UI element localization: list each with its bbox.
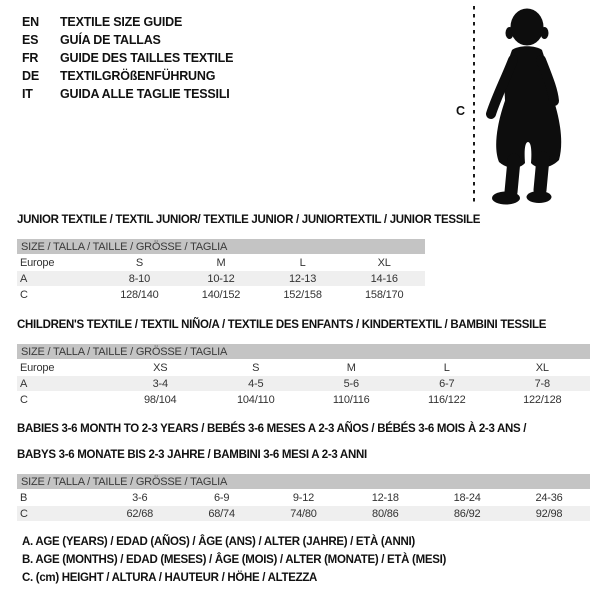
language-title: GUIDA ALLE TAGLIE TESSILI (60, 87, 230, 101)
table-row (17, 490, 590, 505)
table-row (17, 506, 590, 521)
cell-value: 74/80 (263, 506, 345, 521)
table-row (17, 376, 590, 391)
size-bar-label: SIZE / TALLA / TAILLE / GRÖSSE / TAGLIA (17, 344, 590, 359)
cell-value: 12-18 (371, 491, 399, 504)
size-bar-label: SIZE / TALLA / TAILLE / GRÖSSE / TAGLIA (17, 474, 590, 489)
cell-value: 6-7 (399, 376, 495, 391)
language-row (22, 49, 233, 67)
cell-value: L (299, 256, 306, 269)
row-label: A (17, 271, 99, 286)
cell-value: 62/68 (99, 506, 181, 521)
language-row (22, 67, 233, 85)
measure-label-c: C (456, 104, 466, 118)
size-bar-label: SIZE / TALLA / TAILLE / GRÖSSE / TAGLIA (17, 239, 425, 254)
cell-value: L (443, 361, 450, 374)
cell-value: 9-12 (292, 491, 315, 504)
section-title: BABIES 3-6 MONTH TO 2-3 YEARS / BEBÉS 3-6 MESES A 2-3 AÑOS / BÉBÉS 3-6 MOIS À 2-3 ANS / (17, 423, 527, 435)
language-list (22, 13, 233, 103)
cell-value: 8-10 (99, 271, 181, 286)
figure-block (440, 0, 600, 215)
footnote-line: B. AGE (MONTHS) / EDAD (MESES) / ÂGE (MOIS) / ALTER (MONATE) / ETÀ (MESI) (22, 554, 447, 566)
section-title: BABYS 3-6 MONATE BIS 2-3 JAHRE / BAMBINI 3-6 MESI A 2-3 ANNI (17, 449, 367, 461)
section-title: CHILDREN'S TEXTILE / TEXTIL NIÑO/A / TEXTILE DES ENFANTS / KINDERTEXTIL / BAMBINI TESSILE (17, 319, 547, 331)
cell-value: 4-5 (208, 376, 304, 391)
cell-value: 14-16 (343, 271, 425, 286)
footnote-line: A. AGE (YEARS) / EDAD (AÑOS) / ÂGE (ANS) / ALTER (JAHRE) / ETÀ (ANNI) (22, 536, 415, 548)
table-row (17, 392, 590, 407)
cell-value: M (346, 361, 356, 374)
language-row (22, 13, 233, 31)
footnotes (22, 533, 446, 587)
row-label: B (20, 491, 28, 504)
cell-value: 12-13 (262, 271, 344, 286)
footnote-line: C. (cm) HEIGHT / ALTURA / HAUTEUR / HÖHE / ALTEZZA (22, 572, 318, 584)
language-code: ES (22, 33, 39, 47)
language-title: TEXTILGRÖßENFÜHRUNG (60, 69, 216, 83)
language-title: GUIDE DES TAILLES TEXTILE (60, 51, 234, 65)
cell-value: 128/140 (120, 288, 159, 301)
cell-value: M (216, 256, 226, 269)
table-row (17, 271, 425, 286)
language-row (22, 85, 233, 103)
section-title: JUNIOR TEXTILE / TEXTIL JUNIOR/ TEXTILE JUNIOR / JUNIORTEXTIL / JUNIOR TESSILE (17, 214, 481, 226)
size-table-babies (17, 473, 590, 522)
cell-value: 98/104 (144, 393, 177, 406)
language-row (22, 31, 233, 49)
cell-value: 92/98 (508, 506, 590, 521)
cell-value: 122/128 (523, 393, 562, 406)
language-title: TEXTILE SIZE GUIDE (60, 15, 183, 29)
row-label: A (17, 376, 113, 391)
language-code: EN (22, 15, 39, 29)
row-label: Europe (20, 361, 55, 374)
row-label: C (20, 393, 28, 406)
cell-value: 110/116 (332, 393, 370, 406)
language-title: GUÍA DE TALLAS (60, 33, 161, 47)
cell-value: S (252, 361, 260, 374)
language-code: DE (22, 69, 39, 83)
cell-value: 3-4 (113, 376, 209, 391)
size-section-children (17, 317, 590, 408)
size-section-junior (17, 212, 480, 303)
language-code: FR (22, 51, 39, 65)
size-table-children (17, 343, 590, 408)
cell-value: 10-12 (180, 271, 262, 286)
size-table-junior (17, 238, 425, 303)
cell-value: XS (153, 361, 168, 374)
cell-value: 18-24 (453, 491, 481, 504)
cell-value: 86/92 (426, 506, 508, 521)
table-row (17, 255, 425, 270)
language-code: IT (22, 87, 33, 101)
table-row (17, 360, 590, 375)
cell-value: 6-9 (213, 491, 230, 504)
cell-value: 116/122 (427, 393, 466, 406)
cell-value: 158/170 (365, 288, 404, 301)
cell-value: 24-36 (535, 491, 563, 504)
cell-value: 7-8 (495, 376, 591, 391)
cell-value: XL (535, 361, 549, 374)
cell-value: 80/86 (344, 506, 426, 521)
table-row (17, 287, 425, 302)
cell-value: 3-6 (132, 491, 148, 504)
cell-value: XL (377, 256, 391, 269)
cell-value: 152/158 (283, 288, 322, 301)
cell-value: 5-6 (304, 376, 400, 391)
row-label: Europe (20, 256, 55, 269)
size-section-babies (17, 421, 590, 522)
cell-value: 140/152 (201, 288, 241, 301)
row-label: C (17, 506, 99, 521)
cell-value: S (135, 256, 143, 269)
row-label: C (20, 288, 28, 301)
cell-value: 68/74 (181, 506, 263, 521)
cell-value: 104/110 (236, 393, 275, 406)
